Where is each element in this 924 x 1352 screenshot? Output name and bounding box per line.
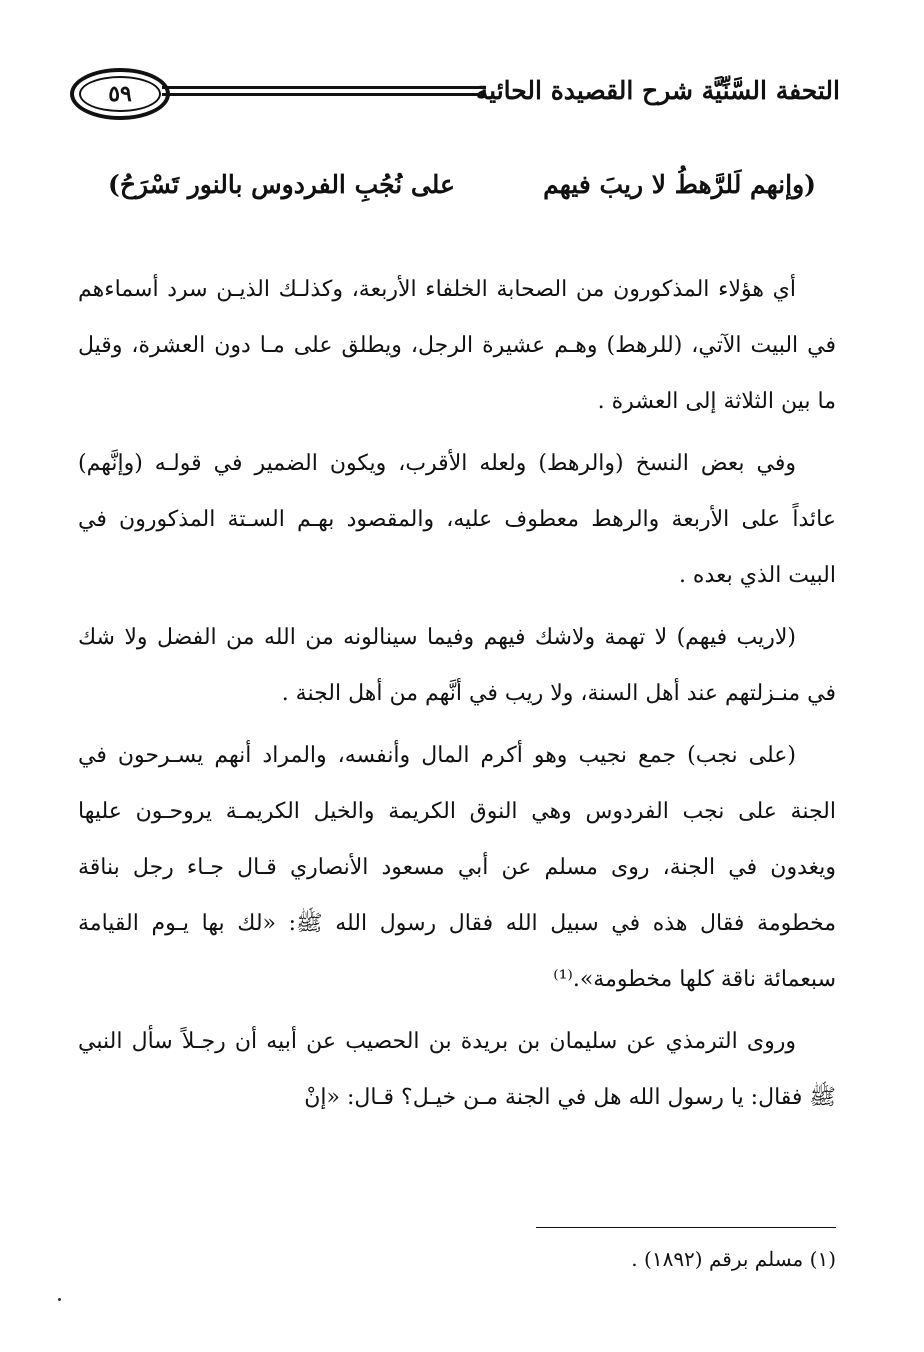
scan-speck — [58, 1298, 61, 1301]
page-number-badge — [70, 68, 170, 120]
running-header — [70, 66, 840, 128]
paragraph-3: (لاريب فيهم) لا تهمة ولاشك فيهم وفيما سينالونه من الله من الفضل ولا شك في منـزلتهم عند أهل السنة، ولا ريب في أنَّهم من أهل الجنة . — [78, 625, 836, 706]
paragraph-5: وروى الترمذي عن سليمان بن بريدة بن الحصيب عن أبيه أن رجـلاً سأل النبي ﷺ فقال: يا رسول الله هل في الجنة مـن خيـل؟ قـال: «إنْ — [78, 1029, 836, 1110]
footnote-separator — [536, 1227, 836, 1228]
verse-first-hemistich: (وإنهم لَلرَّهطُ لا ريبَ فيهم — [543, 170, 816, 199]
header-double-rule — [162, 86, 486, 96]
book-title: التحفة السَّنِّيَّة شرح القصيدة الحائية — [475, 76, 840, 105]
page-number: ٥٩ — [79, 76, 161, 112]
poem-verse — [108, 170, 816, 214]
verse-second-hemistich: على نُجُبِ الفردوس بالنور تَسْرَحُ) — [108, 170, 455, 199]
commentary-body — [78, 262, 836, 1132]
paragraph-1: أي هؤلاء المذكورون من الصحابة الخلفاء الأربعة، وكذلـك الذيـن سرد أسماءهم في البيت الآتي، (للرهط) وهـم عشيرة الرجل، ويطلق على مـا دون العشرة، وقيل ما بين الثلاثة إلى العشرة . — [78, 277, 836, 414]
paragraph-4: (على نجب) جمع نجيب وهو أكرم المال وأنفسه، والمراد أنهم يسـرحون في الجنة على نجب الفردوس وهي النوق الكريمة والخيل الكريمـة يروحـون عليها ويغدون في الجنة، روى مسلم عن أبي مسعود الأنصاري قـال جـاء رجل بناقة مخطومة فقال هذه في سبيل الله فقال رسول الله ﷺ: «لك بها يـوم القيامة سبعمائة ناقة كلها مخطومة».⁽¹⁾ — [78, 743, 836, 992]
paragraph-2: وفي بعض النسخ (والرهط) ولعله الأقرب، ويكون الضمير في قولـه (وإنَّهم) عائداً على الأربعة والرهط معطوف عليه، والمقصود بهـم السـتة المذكورون في البيت الذي بعده . — [78, 451, 836, 588]
footnote: (١) مسلم برقم (١٨٩٢) . — [631, 1247, 836, 1271]
